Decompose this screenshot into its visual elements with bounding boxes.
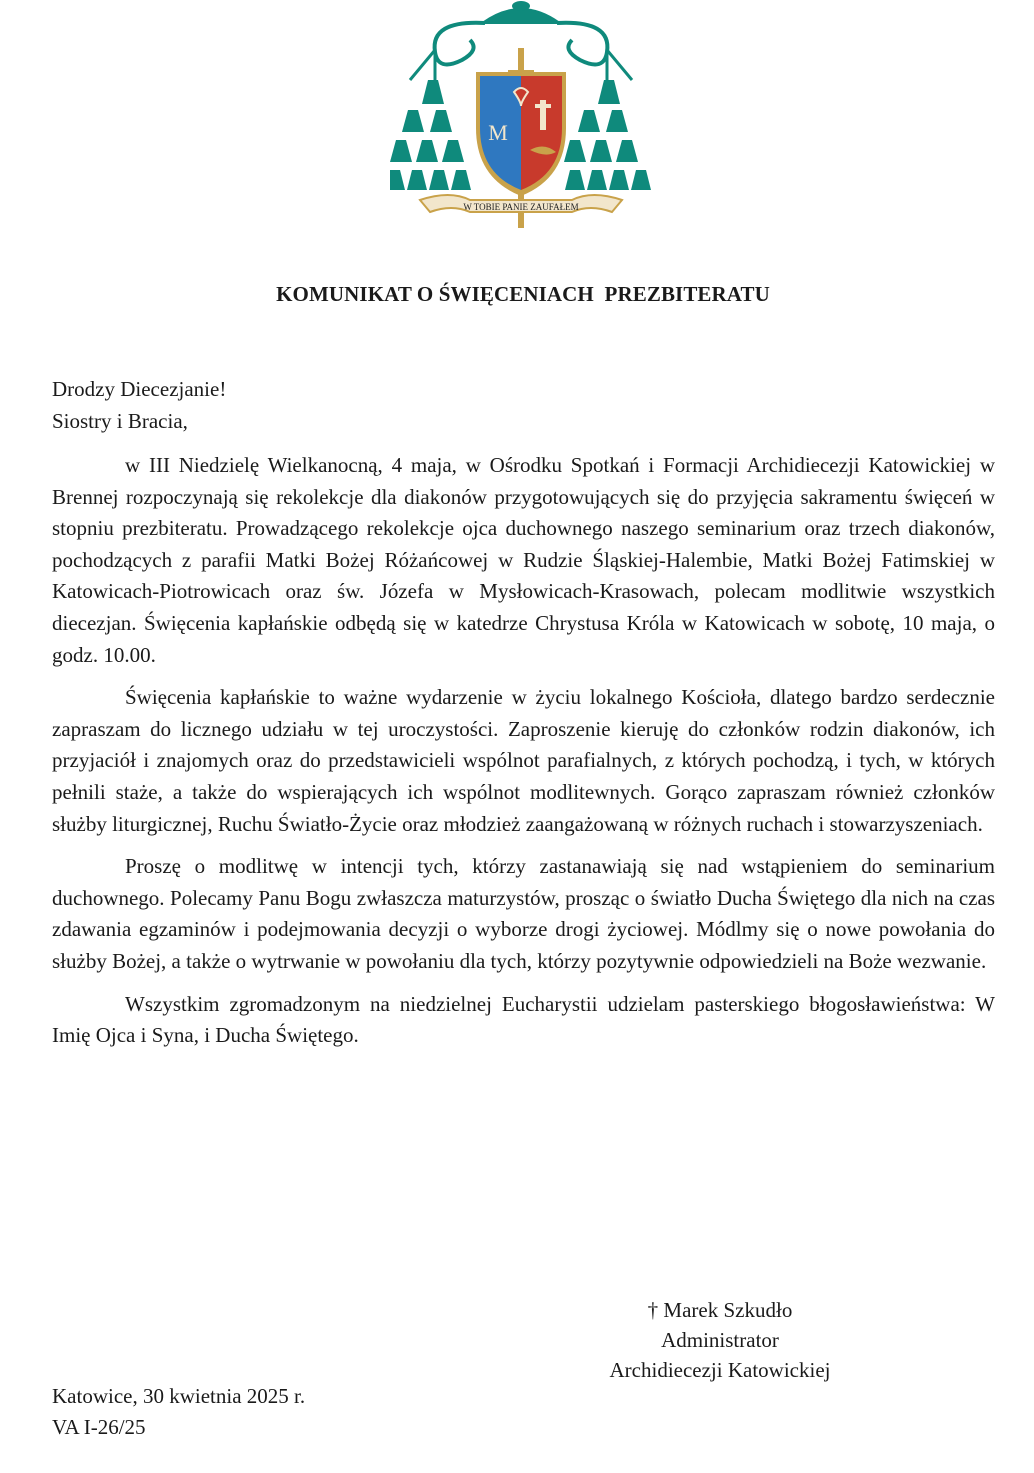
signature-office: Archidiecezji Katowickiej — [609, 1358, 831, 1382]
signature-name: † Marek Szkudło — [647, 1298, 793, 1322]
paragraph-4: Wszystkim zgromadzonym na niedzielnej Eucharystii udzielam pasterskiego błogosławieństwa: W Imię Ojca i Syna, i Ducha Świętego. — [52, 991, 995, 1048]
paragraph-1: w III Niedzielę Wielkanocną, 4 maja, w Ośrodku Spotkań i Formacji Archidiecezji Katowickiej w Brennej rozpoczynają się rekolekcje dla diakonów przygotowujących się do przyjęcia sakramentu święceń w stopniu prezbiteratu. Prowadzącego rekolekcje ojca duchownego naszego seminarium oraz trzech diakonów, pochodzących z parafii Matki Bożej Różańcowej w Rudzie Śląskiej-Halembie, Matki Bożej Fatimskiej w Katowicach-Piotrowicach oraz św. Józefa w Mysłowicach-Krasowach, polecam modlitwie wszystkich diecezjan. Święcenia kapłańskie odbędą się w katedrze Chrystusa Króla w Katowicach w sobotę, 10 maja, o godz. 10.00. — [52, 453, 995, 667]
greeting-line-1: Drodzy Diecezjanie! — [52, 377, 227, 401]
paragraph-3: Proszę o modlitwę w intencji tych, którzy zastanawiają się nad wstąpieniem do seminarium duchownego. Polecamy Panu Bogu zwłaszcza maturzystów, prosząc o światło Ducha Świętego dla nich na czas zdawania egzaminów i podejmowania decyzji o wyborze drogi życiowej. Módlmy się o nowe powołania do służby Bożej, a także o wytrwanie w powołaniu dla tych, którzy pozytywnie odpowiedzieli na Boże wezwanie. — [52, 854, 995, 973]
signature-block — [560, 1295, 880, 1385]
paragraph-2: Święcenia kapłańskie to ważne wydarzenie w życiu lokalnego Kościoła, dlatego bardzo serdecznie zapraszam do licznego udziału w tej uroczystości. Zaproszenie kieruję do członków rodzin diakonów, ich przyjaciół i znajomych oraz do przedstawicieli wspólnot parafialnych, z których pochodzą, i tych, w których pełnili staże, a także do wspierających ich wspólnot modlitewnych. Gorąco zapraszam również członków służby liturgicznej, Ruchu Światło-Życie oraz młodzież zaangażowaną w różnych ruchach i stowarzyszeniach. — [52, 685, 995, 836]
reference-number: VA I-26/25 — [52, 1415, 146, 1439]
coat-of-arms-image — [390, 0, 652, 232]
svg-text:M: M — [488, 120, 508, 145]
footer — [52, 1381, 305, 1443]
place-date: Katowice, 30 kwietnia 2025 r. — [52, 1384, 306, 1408]
document-title: KOMUNIKAT O ŚWIĘCENIACH PREZBITERATU — [276, 282, 770, 306]
greeting — [52, 373, 226, 437]
motto-text: W TOBIE PANIE ZAUFAŁEM — [463, 202, 579, 212]
signature-role: Administrator — [661, 1328, 779, 1352]
greeting-line-2: Siostry i Bracia, — [52, 409, 188, 433]
coat-of-arms — [390, 0, 652, 232]
body-text — [52, 450, 995, 1063]
